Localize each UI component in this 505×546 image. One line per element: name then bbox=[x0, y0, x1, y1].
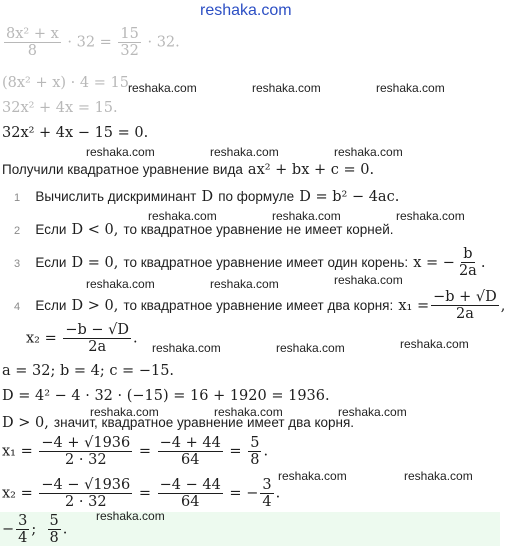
step-text-2: то квадратное уравнение не имеет корней. bbox=[123, 222, 394, 237]
fraction-numerator: b bbox=[463, 246, 473, 262]
watermark: reshaka.com bbox=[334, 145, 403, 159]
fraction-denominator: 2 · 32 bbox=[65, 494, 107, 510]
root-sign: − bbox=[246, 485, 259, 502]
step-number: 3 bbox=[14, 258, 21, 270]
discriminant-line: D = 4² − 4 · 32 · (−15) = 16 + 1920 = 1936. bbox=[2, 388, 330, 404]
watermark: reshaka.com bbox=[252, 81, 321, 95]
site-watermark-top[interactable]: reshaka.com bbox=[200, 2, 292, 19]
step-math: D bbox=[201, 189, 214, 205]
fraction-denominator: 8 bbox=[250, 452, 260, 468]
fraction-numerator: −4 + 44 bbox=[159, 435, 221, 451]
equation-tail: · 32. bbox=[147, 34, 180, 51]
fraction-denominator: 4 bbox=[18, 530, 28, 546]
intro-text: Получили квадратное уравнение вида bbox=[2, 162, 243, 177]
conclusion-math: D > 0, bbox=[2, 415, 49, 431]
step-3 bbox=[14, 246, 485, 279]
fraction-numerator: 3 bbox=[262, 477, 272, 493]
fraction-numerator: −4 − √1936 bbox=[41, 477, 131, 493]
watermark: reshaka.com bbox=[210, 145, 279, 159]
step-math-2: x₁ = bbox=[398, 298, 430, 314]
watermark: reshaka.com bbox=[404, 469, 473, 483]
watermark: reshaka.com bbox=[128, 81, 197, 95]
fraction-numerator: 3 bbox=[18, 513, 28, 529]
faded-equation-3: 32x² + 4x = 15. bbox=[2, 100, 118, 116]
watermark: reshaka.com bbox=[396, 209, 465, 223]
equation-middle: · 32 = bbox=[67, 34, 112, 51]
step-text-2: то квадратное уравнение имеет один корень: bbox=[123, 255, 409, 270]
step-tail: , bbox=[500, 298, 505, 314]
intro-formula: ax² + bx + c = 0. bbox=[247, 162, 375, 178]
fraction-denominator: 8 bbox=[27, 43, 37, 59]
fraction-numerator: 5 bbox=[49, 513, 59, 529]
watermark: reshaka.com bbox=[278, 469, 347, 483]
fraction-denominator: 32 bbox=[120, 43, 139, 59]
fraction-numerator: 5 bbox=[250, 435, 260, 451]
watermark: reshaka.com bbox=[334, 273, 403, 287]
step-math-2: x = − bbox=[413, 255, 455, 271]
step-math-2: D = b² − 4ac. bbox=[299, 189, 400, 205]
fraction-numerator: 15 bbox=[120, 26, 139, 42]
conclusion-line bbox=[2, 412, 354, 432]
watermark: reshaka.com bbox=[86, 277, 155, 291]
step-text-2: то квадратное уравнение имеет два корня: bbox=[123, 298, 394, 313]
watermark: reshaka.com bbox=[90, 405, 159, 419]
step-4 bbox=[14, 289, 505, 322]
step-number: 2 bbox=[14, 225, 21, 237]
fraction-denominator: 8 bbox=[49, 530, 59, 546]
root-x1: x₁ = $\frac{-4 + √1936}{2 \cdot 32}$ = $\frac{-4 + 44}{64}$ = $\frac{5}{8}$ . bbox=[2, 435, 269, 468]
watermark: reshaka.com bbox=[214, 405, 283, 419]
faded-equation-2: (8x² + x) · 4 = 15. bbox=[2, 75, 134, 91]
step-math: D > 0, bbox=[71, 298, 119, 314]
coefficients-line: a = 32; b = 4; c = −15. bbox=[2, 363, 175, 379]
watermark: reshaka.com bbox=[338, 405, 407, 419]
answer-sign: − bbox=[2, 521, 15, 538]
step-math: D = 0, bbox=[71, 255, 119, 271]
intro-line bbox=[2, 159, 374, 179]
fraction-denominator: 2a bbox=[458, 263, 477, 279]
root-x2: x₂ = $\frac{-4 - √1936}{2 \cdot 32}$ = $\frac{-4 - 44}{64}$ = − $\frac{3}{4}$ . bbox=[2, 477, 281, 510]
watermark: reshaka.com bbox=[376, 81, 445, 95]
fraction-numerator: −4 + √1936 bbox=[41, 435, 131, 451]
x2-lhs: x₂ = bbox=[26, 330, 57, 347]
watermark: reshaka.com bbox=[148, 209, 217, 223]
step-text: Если bbox=[35, 255, 67, 270]
fraction-denominator: 2 · 32 bbox=[65, 452, 107, 468]
watermark: reshaka.com bbox=[96, 509, 165, 523]
watermark: reshaka.com bbox=[86, 145, 155, 159]
answer-line: − $\frac{3}{4}$ ; $\frac{5}{8}$ . bbox=[2, 513, 68, 546]
fraction-denominator: 2a bbox=[455, 306, 474, 322]
conclusion-text: значит, квадратное уравнение имеет два корня. bbox=[53, 415, 355, 430]
step-text-2: по формуле bbox=[218, 189, 295, 204]
root-lhs: x₁ = bbox=[2, 443, 33, 460]
main-equation: 32x² + 4x − 15 = 0. bbox=[2, 125, 149, 141]
step-text: Если bbox=[35, 222, 67, 237]
root-lhs: x₂ = bbox=[2, 485, 33, 502]
step-tail: . bbox=[480, 255, 486, 271]
step-text: Если bbox=[35, 298, 67, 313]
fraction-denominator: 4 bbox=[262, 494, 272, 510]
watermark: reshaka.com bbox=[152, 341, 221, 355]
step-math: D < 0, bbox=[71, 222, 119, 238]
step-number: 4 bbox=[14, 301, 21, 313]
watermark: reshaka.com bbox=[400, 337, 469, 351]
fraction-denominator: 2a bbox=[88, 339, 107, 355]
step-number: 1 bbox=[14, 192, 21, 204]
fraction-numerator: −4 − 44 bbox=[159, 477, 221, 493]
watermark: reshaka.com bbox=[276, 341, 345, 355]
answer-band bbox=[0, 512, 500, 546]
fraction-denominator: 64 bbox=[181, 494, 200, 510]
watermark: reshaka.com bbox=[210, 277, 279, 291]
fraction-numerator: −b − √D bbox=[65, 322, 130, 338]
step-text: Вычислить дискриминант bbox=[35, 189, 197, 204]
faded-equation-1 bbox=[2, 26, 180, 59]
watermark: reshaka.com bbox=[272, 209, 341, 223]
fraction-numerator: 8x² + x bbox=[6, 26, 59, 42]
step-4-x2 bbox=[26, 322, 138, 355]
fraction-numerator: −b + √D bbox=[433, 289, 497, 305]
x2-tail: . bbox=[133, 330, 138, 347]
fraction-denominator: 64 bbox=[181, 452, 200, 468]
step-1 bbox=[14, 186, 399, 206]
